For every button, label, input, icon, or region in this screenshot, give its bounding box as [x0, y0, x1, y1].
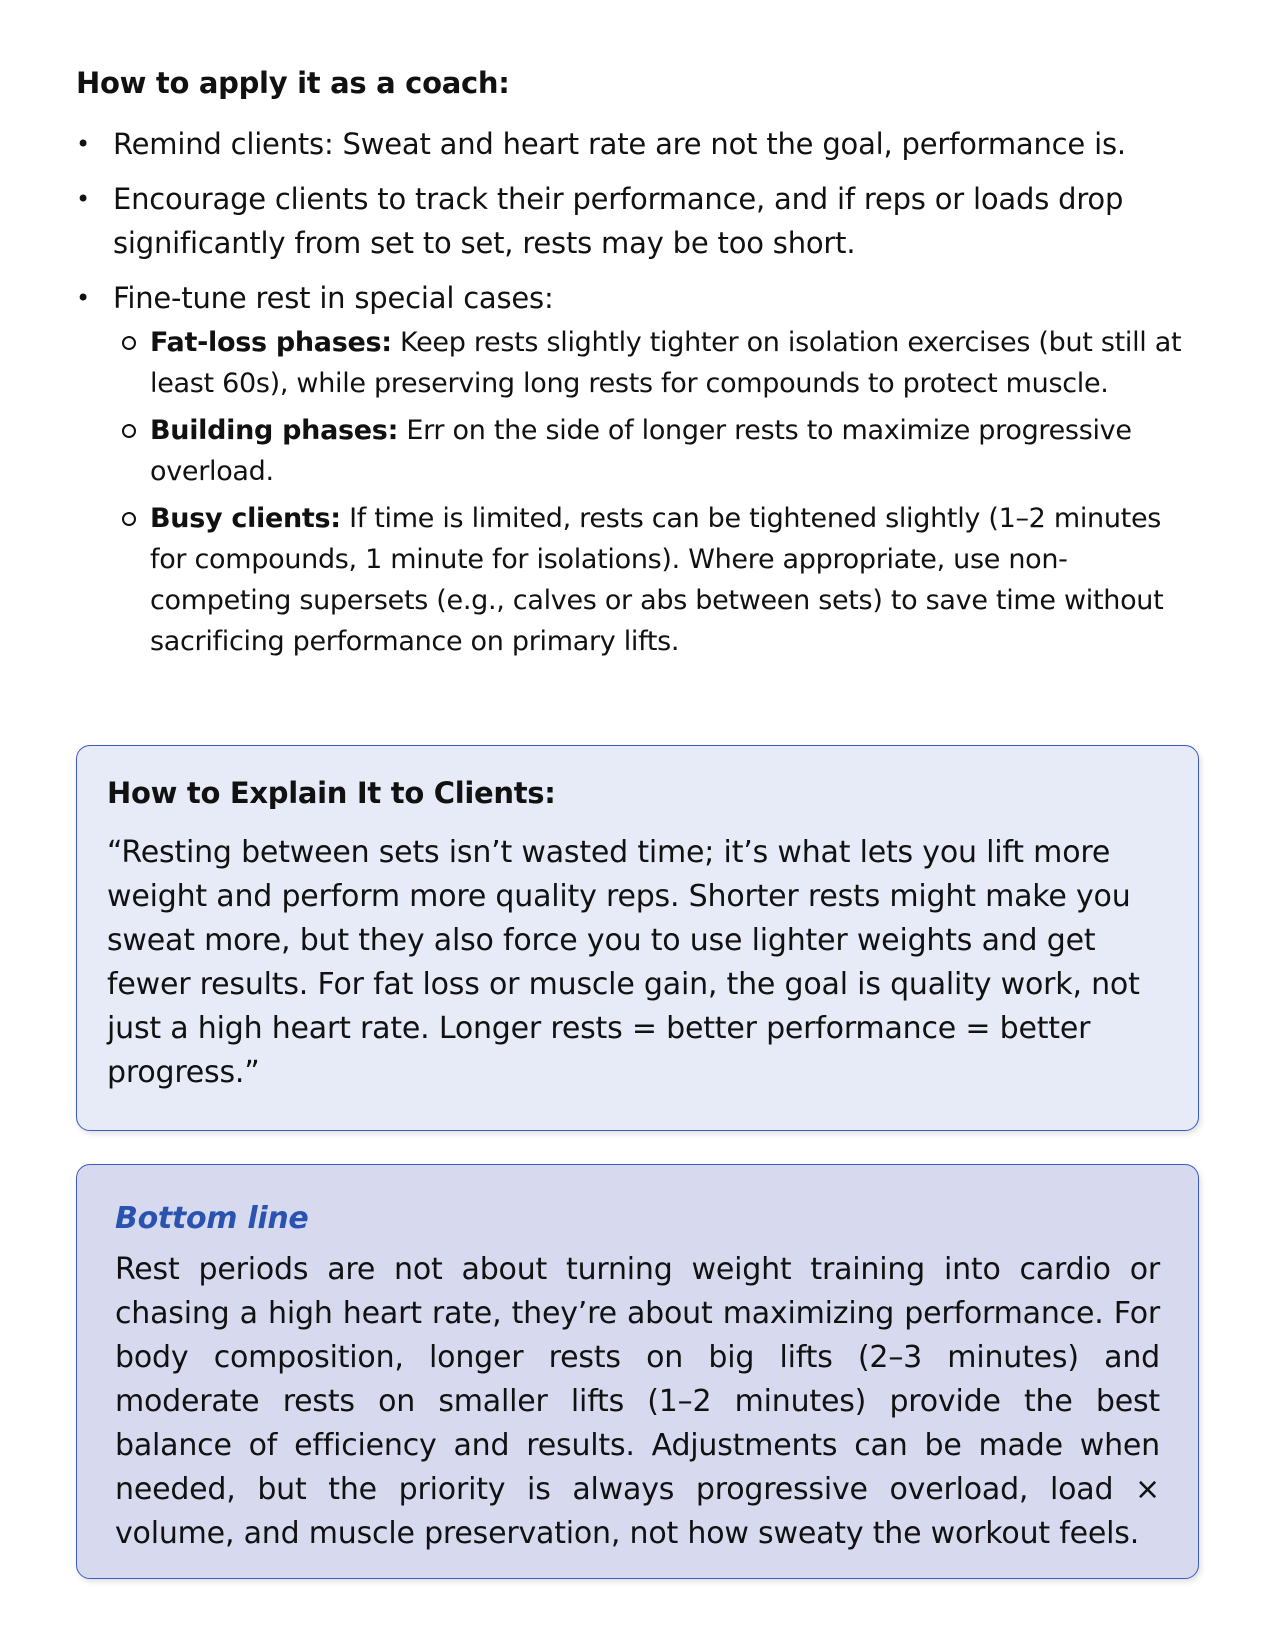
list-item	[76, 122, 1199, 166]
bullet-icon: •	[76, 185, 90, 213]
coach-heading: How to apply it as a coach:	[76, 66, 510, 100]
case-label: Building phases:	[150, 415, 399, 446]
list-item	[113, 322, 1199, 404]
case-text: Keep rests slightly tighter on isolation exercises (but still at least 60s), while preserving long rests for compounds to protect muscle.	[150, 327, 1182, 399]
list-item	[76, 177, 1199, 265]
bottom-line-body: Rest periods are not about turning weight training into cardio or chasing a high heart rate, they’re about maximizing performance. For body composition, longer rests on big lifts (2–3 minutes) and moderate rests on smaller lifts (1–2 minutes) provide the best balance of efficiency and results. Adjustments can be made when needed, but the priority is always progressive overload, load × volume, and muscle preservation, not how sweaty the workout feels.	[115, 1252, 1160, 1551]
case-label: Fat-loss phases:	[150, 327, 392, 358]
circle-bullet-icon	[122, 336, 136, 350]
bullet-icon: •	[76, 284, 90, 312]
case-text: If time is limited, rests can be tightened slightly (1–2 minutes for compounds, 1 minute for isolations). Where appropriate, use non-competing supersets (e.g., calves or abs between sets) to save time without sacrificing performance on primary lifts.	[150, 503, 1164, 657]
list-item	[113, 410, 1199, 492]
explain-to-clients-box	[76, 745, 1199, 1131]
case-text: Err on the side of longer rests to maximize progressive overload.	[150, 415, 1132, 487]
list-item	[76, 276, 1199, 662]
bottom-line-box	[76, 1164, 1199, 1579]
special-cases-list	[113, 322, 1199, 662]
explain-quote: “Resting between sets isn’t wasted time; it’s what lets you lift more weight and perform more quality reps. Shorter rests might make you sweat more, but they also force you to use lighter weights and get fewer results. For fat loss or muscle gain, the goal is quality work, not just a high heart rate. Longer rests = better performance = better progress.”	[107, 835, 1140, 1090]
case-label: Busy clients:	[150, 503, 341, 534]
bullet-text: Remind clients: Sweat and heart rate are not the goal, performance is.	[113, 127, 1126, 161]
coach-bullet-list	[76, 122, 1199, 673]
explain-title: How to Explain It to Clients:	[107, 776, 556, 810]
bullet-text: Fine-tune rest in special cases:	[113, 281, 554, 315]
bottom-line-title: Bottom line	[115, 1201, 309, 1236]
bullet-text: Encourage clients to track their performance, and if reps or loads drop significantly from set to set, rests may be too short.	[113, 182, 1124, 260]
circle-bullet-icon	[122, 512, 136, 526]
list-item	[113, 498, 1199, 662]
circle-bullet-icon	[122, 424, 136, 438]
bullet-icon: •	[76, 130, 90, 158]
